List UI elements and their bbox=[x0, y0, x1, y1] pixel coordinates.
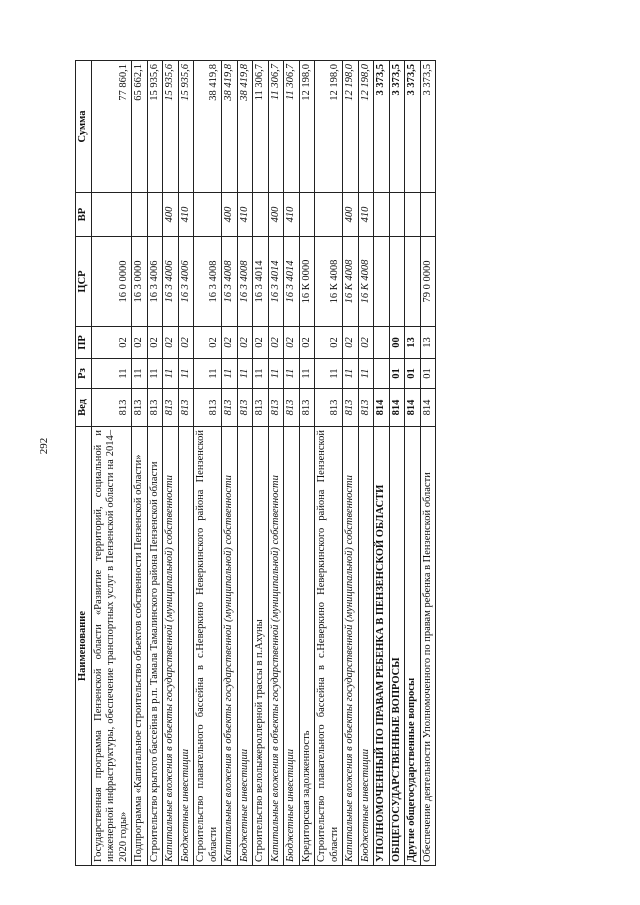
cell-name: Капитальные вложения в объекты государственной (муниципальной) собственности bbox=[163, 427, 179, 866]
cell-sum: 11 306,7 bbox=[268, 61, 284, 193]
cell-rz: 11 bbox=[132, 359, 148, 389]
cell-ved: 813 bbox=[268, 389, 284, 427]
cell-csr: 16 3 4014 bbox=[268, 237, 284, 327]
cell-csr bbox=[374, 237, 390, 327]
table-row bbox=[132, 61, 148, 866]
header-rz: Рз bbox=[76, 359, 92, 389]
cell-sum: 11 306,7 bbox=[284, 61, 300, 193]
cell-rz: 11 bbox=[343, 359, 359, 389]
cell-name: Бюджетные инвестиции bbox=[237, 427, 253, 866]
cell-ved: 813 bbox=[132, 389, 148, 427]
table-row bbox=[237, 61, 253, 866]
cell-vr bbox=[389, 193, 405, 237]
cell-pr: 02 bbox=[222, 327, 238, 359]
cell-rz: 01 bbox=[420, 359, 436, 389]
cell-csr: 16 К 0000 bbox=[299, 237, 315, 327]
cell-name: Строительство крытого бассейна в р.п. Тамала Тамалинского района Пензенской области bbox=[147, 427, 163, 866]
table-row bbox=[178, 61, 194, 866]
cell-ved: 813 bbox=[222, 389, 238, 427]
header-ved: Вед bbox=[76, 389, 92, 427]
cell-pr: 02 bbox=[237, 327, 253, 359]
cell-pr: 02 bbox=[343, 327, 359, 359]
cell-sum: 12 198,0 bbox=[315, 61, 343, 193]
cell-vr bbox=[374, 193, 390, 237]
cell-name: Капитальные вложения в объекты государственной (муниципальной) собственности bbox=[222, 427, 238, 866]
cell-rz: 11 bbox=[358, 359, 374, 389]
budget-table bbox=[75, 60, 436, 866]
table-row bbox=[147, 61, 163, 866]
cell-pr: 02 bbox=[268, 327, 284, 359]
cell-sum: 3 373,5 bbox=[405, 61, 421, 193]
cell-vr: 400 bbox=[268, 193, 284, 237]
cell-ved: 814 bbox=[374, 389, 390, 427]
table-header-row bbox=[76, 61, 92, 866]
cell-ved: 813 bbox=[315, 389, 343, 427]
cell-pr: 02 bbox=[358, 327, 374, 359]
cell-csr bbox=[405, 237, 421, 327]
cell-pr: 02 bbox=[132, 327, 148, 359]
cell-vr bbox=[299, 193, 315, 237]
rotated-page-content bbox=[75, 61, 562, 866]
cell-csr: 16 3 4008 bbox=[222, 237, 238, 327]
cell-sum: 15 935,6 bbox=[147, 61, 163, 193]
cell-name: Государственная программа Пензенской области «Развитие территорий, социальной и инженерной инфраструктуры, обеспечение транспортных услуг в Пензенской области на 2014–2020 годы» bbox=[91, 427, 132, 866]
table-row bbox=[389, 61, 405, 866]
cell-sum: 77 860,1 bbox=[91, 61, 132, 193]
cell-csr: 16 3 4006 bbox=[147, 237, 163, 327]
cell-vr: 410 bbox=[237, 193, 253, 237]
table-row bbox=[163, 61, 179, 866]
table-row bbox=[299, 61, 315, 866]
cell-ved: 813 bbox=[284, 389, 300, 427]
cell-ved: 813 bbox=[237, 389, 253, 427]
cell-name: Бюджетные инвестиции bbox=[178, 427, 194, 866]
cell-rz: 11 bbox=[147, 359, 163, 389]
cell-name: Бюджетные инвестиции bbox=[358, 427, 374, 866]
cell-pr: 02 bbox=[315, 327, 343, 359]
cell-ved: 814 bbox=[420, 389, 436, 427]
cell-vr bbox=[132, 193, 148, 237]
cell-ved: 813 bbox=[343, 389, 359, 427]
cell-rz bbox=[374, 359, 390, 389]
header-csr: ЦСР bbox=[76, 237, 92, 327]
cell-csr bbox=[389, 237, 405, 327]
cell-ved: 813 bbox=[358, 389, 374, 427]
cell-pr: 02 bbox=[178, 327, 194, 359]
cell-vr: 400 bbox=[222, 193, 238, 237]
cell-pr: 00 bbox=[389, 327, 405, 359]
table-row bbox=[405, 61, 421, 866]
cell-rz: 01 bbox=[405, 359, 421, 389]
cell-pr: 02 bbox=[284, 327, 300, 359]
cell-csr: 16 К 4008 bbox=[315, 237, 343, 327]
cell-rz: 11 bbox=[222, 359, 238, 389]
cell-ved: 814 bbox=[389, 389, 405, 427]
cell-vr: 400 bbox=[163, 193, 179, 237]
table-row bbox=[358, 61, 374, 866]
cell-name: Обеспечение деятельности Уполномоченного по правам ребенка в Пензенской области bbox=[420, 427, 436, 866]
cell-name: Капитальные вложения в объекты государственной (муниципальной) собственности bbox=[343, 427, 359, 866]
cell-vr bbox=[405, 193, 421, 237]
cell-csr: 16 3 4008 bbox=[237, 237, 253, 327]
cell-pr: 02 bbox=[253, 327, 269, 359]
cell-rz: 01 bbox=[389, 359, 405, 389]
cell-csr: 16 3 4014 bbox=[284, 237, 300, 327]
cell-rz: 11 bbox=[91, 359, 132, 389]
cell-csr: 16 3 4014 bbox=[253, 237, 269, 327]
cell-csr: 16 3 4008 bbox=[194, 237, 222, 327]
cell-rz: 11 bbox=[178, 359, 194, 389]
cell-rz: 11 bbox=[315, 359, 343, 389]
cell-csr: 16 3 4006 bbox=[163, 237, 179, 327]
cell-sum: 12 198,0 bbox=[299, 61, 315, 193]
cell-ved: 813 bbox=[253, 389, 269, 427]
table-body bbox=[91, 61, 436, 866]
cell-name: Бюджетные инвестиции bbox=[284, 427, 300, 866]
cell-rz: 11 bbox=[268, 359, 284, 389]
cell-name: Другие общегосударственные вопросы bbox=[405, 427, 421, 866]
header-vr: ВР bbox=[76, 193, 92, 237]
table-row bbox=[194, 61, 222, 866]
cell-sum: 3 373,5 bbox=[374, 61, 390, 193]
cell-csr: 16 К 4008 bbox=[358, 237, 374, 327]
cell-sum: 15 935,6 bbox=[178, 61, 194, 193]
cell-pr: 02 bbox=[163, 327, 179, 359]
cell-name: Строительство плавательного бассейна в с.Неверкино Неверкинского района Пензенской области bbox=[194, 427, 222, 866]
header-sum: Сумма bbox=[76, 61, 92, 193]
cell-csr: 16 К 4008 bbox=[343, 237, 359, 327]
cell-sum: 38 419,8 bbox=[222, 61, 238, 193]
cell-rz: 11 bbox=[194, 359, 222, 389]
cell-ved: 813 bbox=[178, 389, 194, 427]
cell-vr: 410 bbox=[284, 193, 300, 237]
table-row bbox=[420, 61, 436, 866]
table-row bbox=[91, 61, 132, 866]
cell-csr: 16 3 0000 bbox=[132, 237, 148, 327]
table-row bbox=[253, 61, 269, 866]
cell-rz: 11 bbox=[299, 359, 315, 389]
header-pr: ПР bbox=[76, 327, 92, 359]
table-row bbox=[374, 61, 390, 866]
cell-name: ОБЩЕГОСУДАРСТВЕННЫЕ ВОПРОСЫ bbox=[389, 427, 405, 866]
cell-ved: 814 bbox=[405, 389, 421, 427]
cell-pr: 02 bbox=[194, 327, 222, 359]
cell-ved: 813 bbox=[91, 389, 132, 427]
cell-ved: 813 bbox=[299, 389, 315, 427]
cell-vr bbox=[194, 193, 222, 237]
cell-ved: 813 bbox=[147, 389, 163, 427]
cell-rz: 11 bbox=[284, 359, 300, 389]
cell-sum: 11 306,7 bbox=[253, 61, 269, 193]
cell-sum: 38 419,8 bbox=[194, 61, 222, 193]
table-row bbox=[222, 61, 238, 866]
cell-vr: 400 bbox=[343, 193, 359, 237]
cell-sum: 38 419,8 bbox=[237, 61, 253, 193]
cell-pr bbox=[374, 327, 390, 359]
table-row bbox=[284, 61, 300, 866]
cell-rz: 11 bbox=[163, 359, 179, 389]
cell-vr: 410 bbox=[178, 193, 194, 237]
cell-ved: 813 bbox=[194, 389, 222, 427]
cell-sum: 3 373,5 bbox=[420, 61, 436, 193]
cell-vr bbox=[420, 193, 436, 237]
cell-name: Капитальные вложения в объекты государственной (муниципальной) собственности bbox=[268, 427, 284, 866]
cell-name: Строительство велолыжероллерной трассы в п.Ахуны bbox=[253, 427, 269, 866]
cell-rz: 11 bbox=[253, 359, 269, 389]
page-number: 292 bbox=[38, 437, 50, 455]
cell-vr bbox=[147, 193, 163, 237]
cell-csr: 79 0 0000 bbox=[420, 237, 436, 327]
cell-ved: 813 bbox=[163, 389, 179, 427]
cell-vr: 410 bbox=[358, 193, 374, 237]
cell-name: Кредиторская задолженность bbox=[299, 427, 315, 866]
cell-name: Строительство плавательного бассейна в с.Неверкино Неверкинского района Пензенской области bbox=[315, 427, 343, 866]
cell-sum: 12 198,0 bbox=[358, 61, 374, 193]
cell-csr: 16 0 0000 bbox=[91, 237, 132, 327]
cell-sum: 12 198,0 bbox=[343, 61, 359, 193]
cell-vr bbox=[253, 193, 269, 237]
table-row bbox=[315, 61, 343, 866]
cell-rz: 11 bbox=[237, 359, 253, 389]
cell-pr: 13 bbox=[405, 327, 421, 359]
cell-sum: 3 373,5 bbox=[389, 61, 405, 193]
cell-sum: 15 935,6 bbox=[163, 61, 179, 193]
cell-pr: 02 bbox=[91, 327, 132, 359]
cell-csr: 16 3 4006 bbox=[178, 237, 194, 327]
cell-vr bbox=[91, 193, 132, 237]
cell-pr: 02 bbox=[299, 327, 315, 359]
cell-name: УПОЛНОМОЧЕННЫЙ ПО ПРАВАМ РЕБЕНКА В ПЕНЗЕНСКОЙ ОБЛАСТИ bbox=[374, 427, 390, 866]
header-name: Наименование bbox=[76, 427, 92, 866]
cell-name: Подпрограмма «Капитальное строительство объектов собственности Пензенской области» bbox=[132, 427, 148, 866]
table-row bbox=[343, 61, 359, 866]
cell-pr: 02 bbox=[147, 327, 163, 359]
cell-sum: 65 662,1 bbox=[132, 61, 148, 193]
cell-vr bbox=[315, 193, 343, 237]
table-row bbox=[268, 61, 284, 866]
cell-pr: 13 bbox=[420, 327, 436, 359]
